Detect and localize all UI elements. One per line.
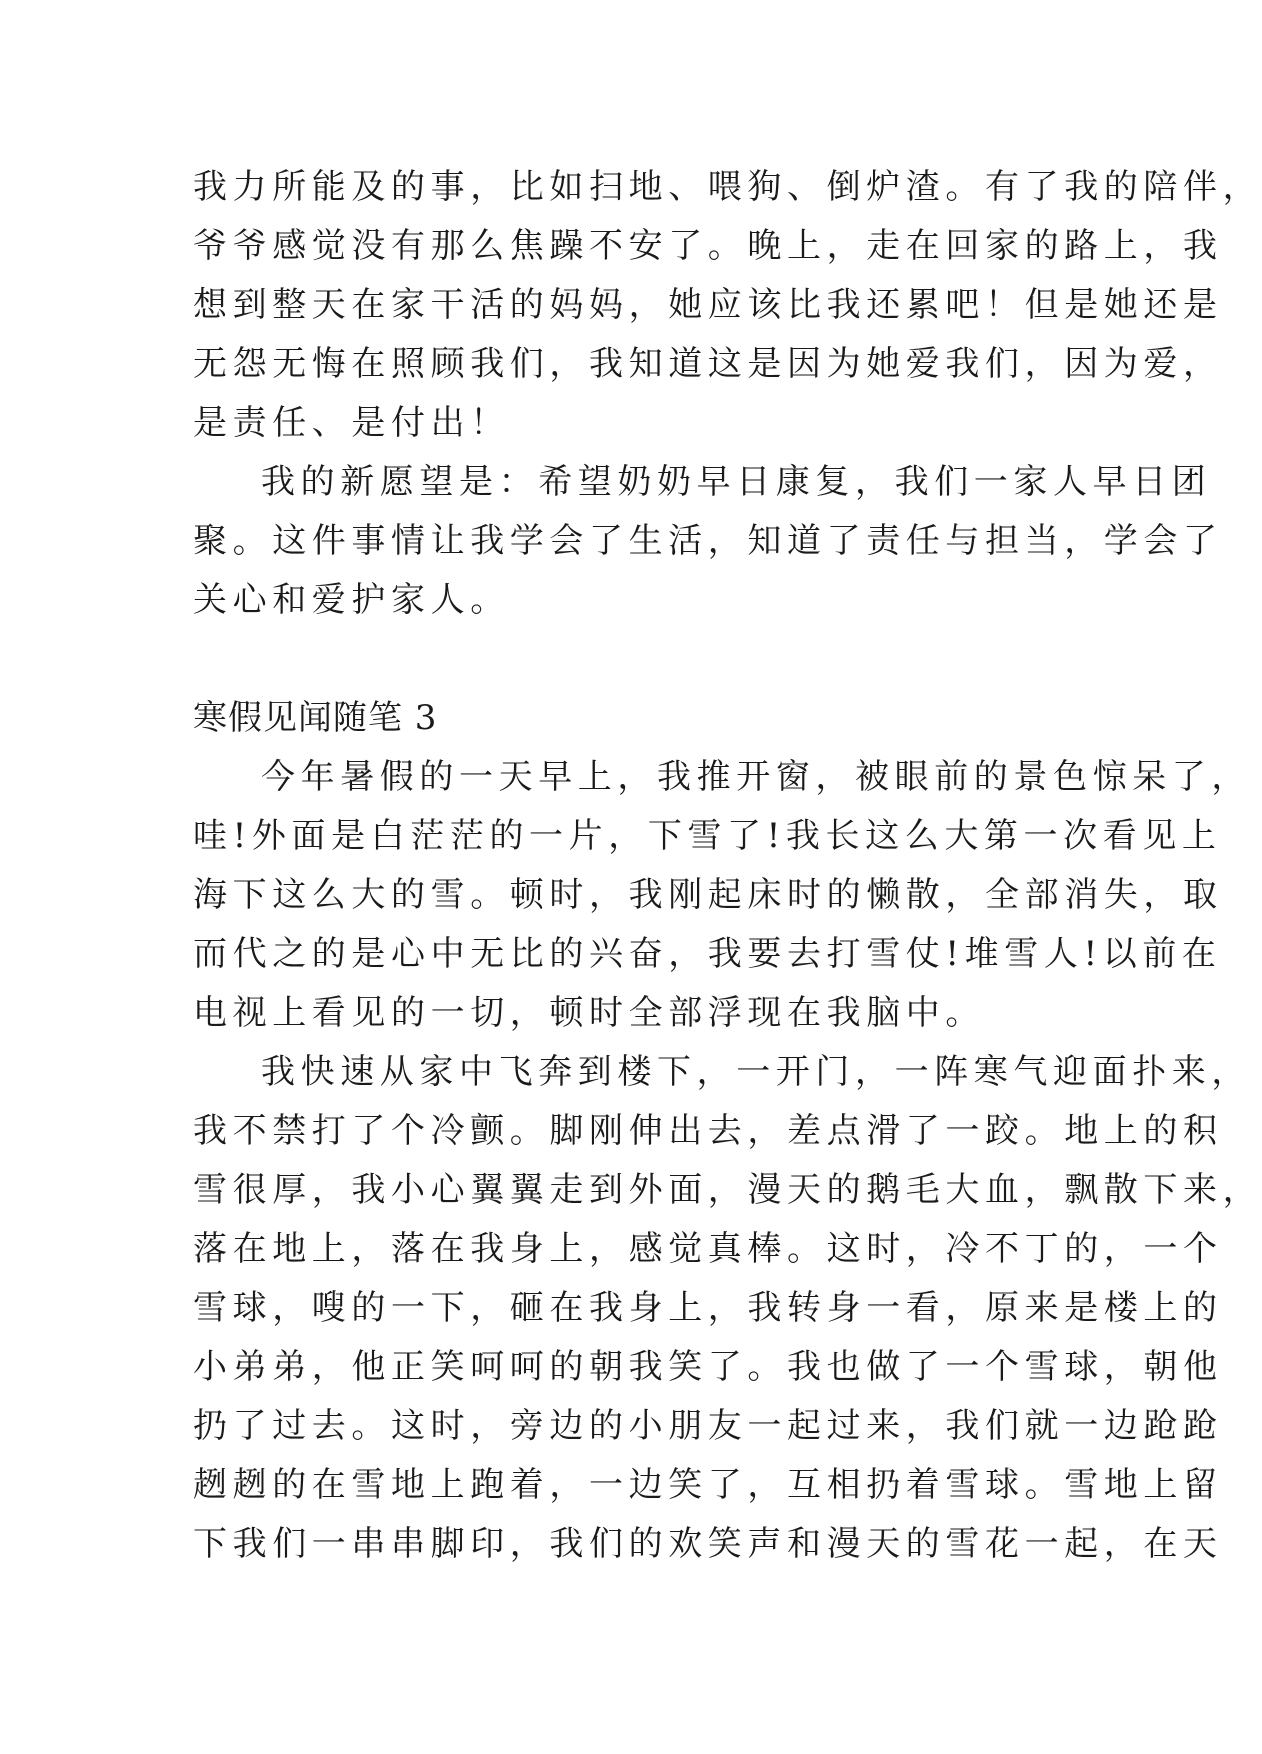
text-line: 扔了过去。这时，旁边的小朋友一起过来，我们就一边跄跄 (193, 1406, 1223, 1446)
text-line: 哇!外面是白茫茫的一片，下雪了!我长这么大第一次看见上 (193, 816, 1222, 856)
text-line: 爷爷感觉没有那么焦躁不安了。晚上，走在回家的路上，我 (193, 226, 1223, 266)
paragraph-spacer (193, 630, 1078, 689)
text-line: 我的新愿望是：希望奶奶早日康复，我们一家人早日团 (261, 462, 1212, 502)
text-line: 小弟弟，他正笑呵呵的朝我笑了。我也做了一个雪球，朝他 (193, 1347, 1223, 1387)
text-line: 雪球，嗖的一下，砸在我身上，我转身一看，原来是楼上的 (193, 1288, 1223, 1328)
text-line: 我快速从家中飞奔到楼下，一开门，一阵寒气迎面扑来， (261, 1052, 1251, 1092)
text-line: 落在地上，落在我身上，感觉真棒。这时，冷不丁的，一个 (193, 1229, 1223, 1269)
document-body (193, 158, 1262, 1574)
paragraph (193, 158, 1262, 453)
text-line: 我不禁打了个冷颤。脚刚伸出去，差点滑了一跤。地上的积 (193, 1111, 1223, 1151)
paragraph (193, 453, 1223, 630)
text-line: 雪很厚，我小心翼翼走到外面，漫天的鹅毛大血，飘散下来， (193, 1170, 1262, 1210)
text-line: 海下这么大的雪。顿时，我刚起床时的懒散，全部消失，取 (193, 875, 1223, 915)
text-line: 想到整天在家干活的妈妈，她应该比我还累吧！但是她还是 (193, 285, 1223, 325)
text-line: 是责任、是付出！ (193, 403, 510, 443)
text-line: 趔趔的在雪地上跑着，一边笑了，互相扔着雪球。雪地上留 (193, 1465, 1223, 1505)
text-line: 下我们一串串脚印，我们的欢笑声和漫天的雪花一起，在天 (193, 1524, 1223, 1564)
text-line: 我力所能及的事，比如扫地、喂狗、倒炉渣。有了我的陪伴， (193, 167, 1262, 207)
text-line: 关心和爱护家人。 (193, 580, 510, 620)
text-line: 电视上看见的一切，顿时全部浮现在我脑中。 (193, 993, 985, 1033)
paragraph (193, 748, 1251, 1043)
paragraph (193, 1043, 1262, 1574)
text-line: 今年暑假的一天早上，我推开窗，被眼前的景色惊呆了， (261, 757, 1251, 797)
text-line: 无怨无悔在照顾我们，我知道这是因为她爱我们，因为爱， (193, 344, 1223, 384)
section-title: 寒假见闻随笔 3 (193, 698, 438, 738)
text-line: 聚。这件事情让我学会了生活，知道了责任与担当，学会了 (193, 521, 1223, 561)
text-line: 而代之的是心中无比的兴奋，我要去打雪仗!堆雪人!以前在 (193, 934, 1222, 974)
